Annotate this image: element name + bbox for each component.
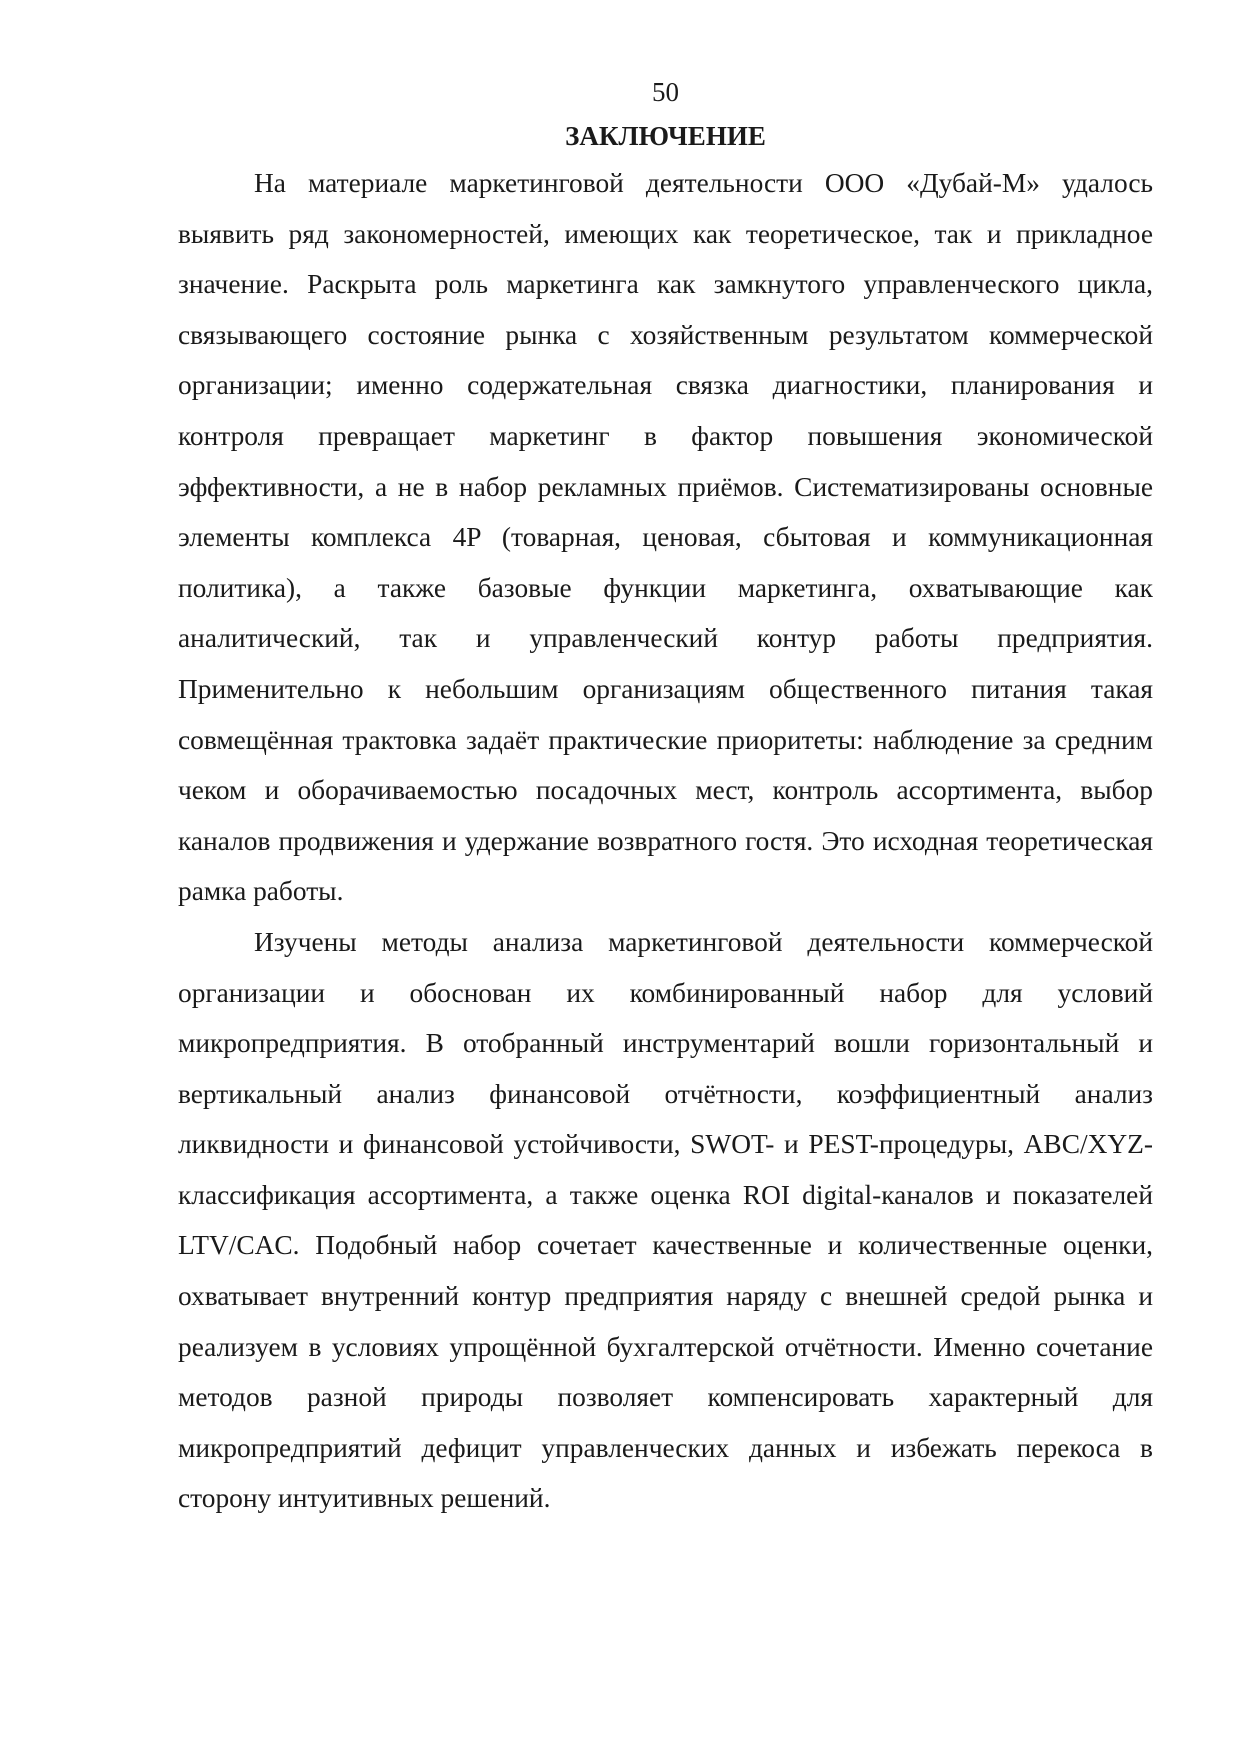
paragraph: На материале маркетинговой деятельности ООО «Дубай-М» удалось выявить ряд закономерностей, имеющих как теоретическое, так и прикладное значение. Раскрыта роль маркетинга как замкнутого управленческого цикла, связывающего состояние рынка с хозяйственным результатом коммерческой организации; именно содержательная связка диагностики, планирования и контроля превращает маркетинг в фактор повышения экономической эффективности, а не в набор рекламных приёмов. Систематизированы основные элементы комплекса 4P (товарная, ценовая, сбытовая и коммуникационная политика), а также базовые функции маркетинга, охватывающие как аналитический, так и управленческий контур работы предприятия. Применительно к небольшим организациям общественного питания такая совмещённая трактовка задаёт практические приоритеты: наблюдение за средним чеком и оборачиваемостью посадочных мест, контроль ассортимента, выбор каналов продвижения и удержание возвратного гостя. Это исходная теоретическая рамка работы. xyxy=(178,168,1153,907)
paragraph: Изучены методы анализа маркетинговой деятельности коммерческой организации и обоснован их комбинированный набор для условий микропредприятия. В отобранный инструментарий вошли горизонтальный и вертикальный анализ финансовой отчётности, коэффициентный анализ ликвидности и финансовой устойчивости, SWOT- и PEST-процедуры, ABC/XYZ-классификация ассортимента, а также оценка ROI digital-каналов и показателей LTV/CAC. Подобный набор сочетает качественные и количественные оценки, охватывает внутренний контур предприятия наряду с внешней средой рынка и реализуем в условиях упрощённой бухгалтерской отчётности. Именно сочетание методов разной природы позволяет компенсировать характерный для микропредприятий дефицит управленческих данных и избежать перекоса в сторону интуитивных решений. xyxy=(178,926,1153,1514)
section-title: ЗАКЛЮЧЕНИЕ xyxy=(565,121,766,151)
body-text xyxy=(178,158,1153,1524)
page-number: 50 xyxy=(652,77,679,107)
